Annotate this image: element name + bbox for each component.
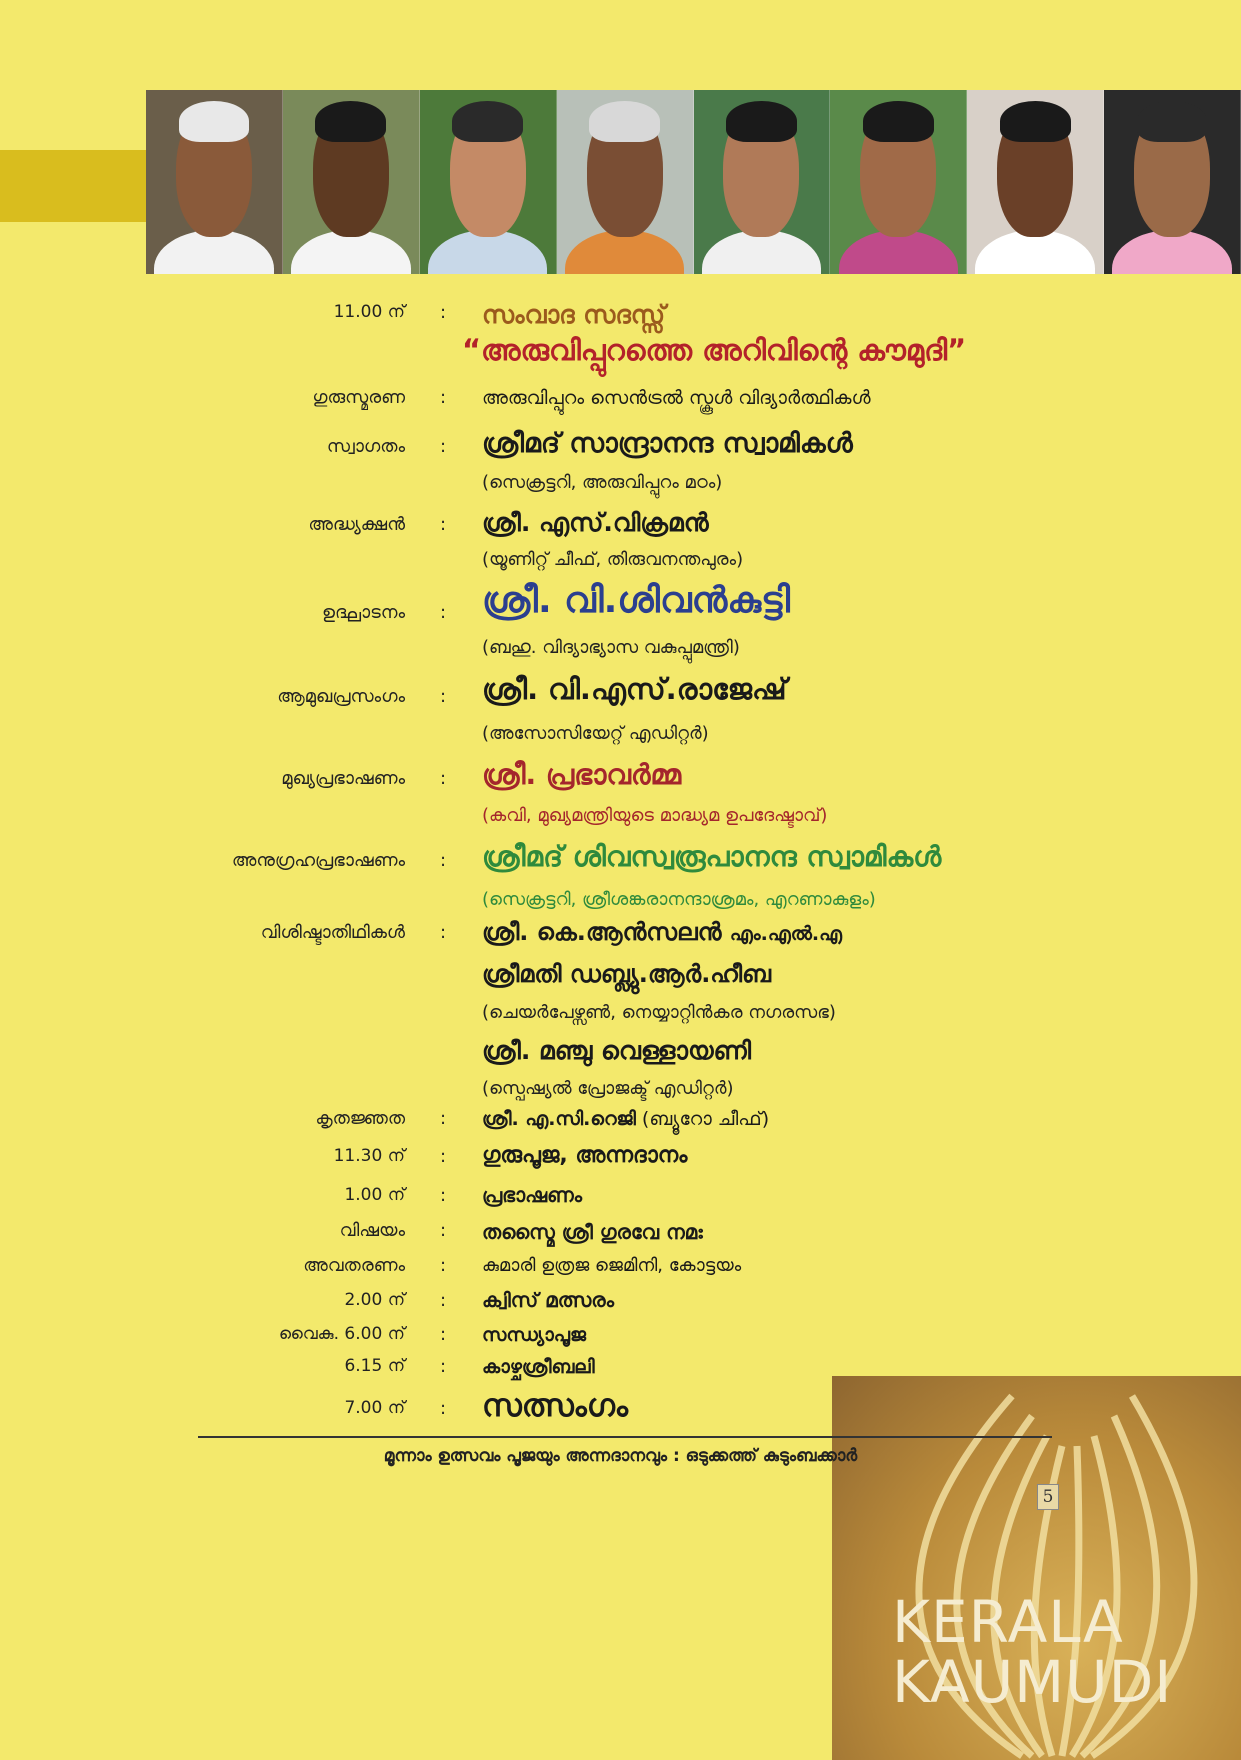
portrait-6: [830, 90, 967, 274]
portrait-hair: [179, 101, 250, 141]
portrait-2: [283, 90, 420, 274]
row-value: സത്സംഗം: [482, 1388, 628, 1424]
row-value: ശ്രീമതി ഡബ്ല്യു.ആർ.ഹീബ: [482, 960, 771, 988]
row-value: ശ്രീ. കെ.ആൻസലൻ എം.എൽ.എ: [482, 918, 842, 946]
portrait-hair: [726, 101, 797, 141]
row-value: ശ്രീമദ് സാന്ദ്രാനന്ദ സ്വാമികൾ: [482, 428, 853, 459]
row-label: അദ്ധ്യക്ഷൻ: [308, 514, 405, 535]
colon: :: [440, 1324, 447, 1345]
colon: :: [440, 850, 447, 871]
colon: :: [440, 1255, 447, 1276]
brand-name-line-1: KERALA: [892, 1588, 1124, 1656]
session-title: “അരുവിപ്പുറത്തെ അറിവിന്റെ കൗമുദി”: [462, 333, 967, 367]
colon: :: [440, 1356, 447, 1377]
page-number: 5: [1037, 1484, 1059, 1510]
row-value: സന്ധ്യാപൂജ: [482, 1324, 586, 1346]
row-value: ശ്രീ. മഞ്ചു വെള്ളായണി: [482, 1036, 752, 1065]
row-value: കുമാരി ഉത്രജ ജെമിനി, കോട്ടയം: [482, 1255, 742, 1276]
row-label: വൈകു. 6.00 ന്: [278, 1324, 405, 1344]
row-value: ശ്രീ. എസ്.വിക്രമൻ: [482, 508, 709, 537]
row-value: കാഴ്ചശ്രീബലി: [482, 1356, 595, 1378]
session-name: സംവാദ സദസ്സ്: [482, 300, 666, 329]
row-note: (കവി, മുഖ്യമന്ത്രിയുടെ മാദ്ധ്യമ ഉപദേഷ്ടാവ്): [482, 805, 828, 826]
session-time: 11.00 ന്: [333, 302, 405, 322]
speaker-photo-strip: [146, 90, 1241, 274]
row-label: 7.00 ന്: [344, 1398, 405, 1418]
colon: :: [440, 302, 447, 323]
row-value: ഗുരുപൂജ, അന്നദാനം: [482, 1143, 688, 1168]
portrait-8: [1104, 90, 1241, 274]
row-note: (സ്പെഷ്യൽ പ്രോജക്ട് എഡിറ്റർ): [482, 1078, 734, 1099]
row-value: ശ്രീ. പ്രഭാവർമ്മ: [482, 758, 682, 791]
colon: :: [440, 1398, 447, 1419]
portrait-hair: [1000, 101, 1071, 141]
row-label: കൃതജ്ഞത: [315, 1108, 405, 1129]
colon: :: [440, 1220, 447, 1241]
row-label: വിശിഷ്ടാതിഥികൾ: [260, 922, 405, 943]
colon: :: [440, 1185, 447, 1206]
row-value: ശ്രീമദ് ശിവസ്വരൂപാനന്ദ സ്വാമികൾ: [482, 840, 942, 873]
portrait-hair: [452, 101, 523, 141]
row-label: ആമുഖപ്രസംഗം: [277, 686, 405, 707]
accent-stripe: [0, 150, 146, 222]
row-value: ശ്രീ. എ.സി.റെജി (ബ്യൂറോ ചീഫ്): [482, 1108, 770, 1130]
portrait-5: [694, 90, 831, 274]
row-label: ഗുരുസ്മരണ: [312, 387, 405, 408]
row-value: ശ്രീ. വി.എസ്.രാജേഷ്: [482, 672, 787, 706]
portrait-3: [420, 90, 557, 274]
colon: :: [440, 514, 447, 535]
row-label: 6.15 ന്: [344, 1356, 405, 1376]
portrait-hair: [1137, 101, 1208, 141]
portrait-hair: [315, 101, 386, 141]
divider-line: [198, 1436, 1052, 1438]
portrait-4: [557, 90, 694, 274]
row-value: ക്വിസ് മത്സരം: [482, 1288, 614, 1312]
colon: :: [440, 602, 447, 623]
row-note: (സെക്രട്ടറി, അരുവിപ്പുറം മഠം): [482, 472, 723, 493]
colon: :: [440, 686, 447, 707]
colon: :: [440, 1108, 447, 1129]
colon: :: [440, 436, 447, 457]
colon: :: [440, 1146, 447, 1167]
portrait-7: [967, 90, 1104, 274]
footer-note: മൂന്നാം ഉത്സവം പൂജയും അന്നദാനവും : ഒടുക്കത്ത് കുടുംബക്കാർ: [383, 1446, 858, 1466]
row-label: ഉദ്ഘാടനം: [322, 602, 405, 623]
brand-name-line-2: KAUMUDI: [892, 1648, 1173, 1716]
row-value: അരുവിപ്പുറം സെൻട്രൽ സ്കൂൾ വിദ്യാർത്ഥികൾ: [482, 387, 871, 409]
portrait-1: [146, 90, 283, 274]
row-note: (ബഹു. വിദ്യാഭ്യാസ വകുപ്പുമന്ത്രി): [482, 637, 740, 658]
row-value: പ്രഭാഷണം: [482, 1183, 583, 1207]
colon: :: [440, 1290, 447, 1311]
row-value: ശ്രീ. വി.ശിവൻകുട്ടി: [482, 580, 791, 621]
row-label: മുഖ്യപ്രഭാഷണം: [281, 768, 405, 789]
colon: :: [440, 922, 447, 943]
row-label: അനുഗ്രഹപ്രഭാഷണം: [231, 850, 405, 871]
portrait-hair: [589, 101, 660, 141]
row-label: 1.00 ന്: [344, 1185, 405, 1205]
row-label: 2.00 ന്: [344, 1290, 405, 1310]
row-note: (യൂണിറ്റ് ചീഫ്, തിരുവനന്തപുരം): [482, 549, 744, 570]
colon: :: [440, 387, 447, 408]
row-label: സ്വാഗതം: [326, 436, 405, 457]
row-label: വിഷയം: [339, 1220, 405, 1241]
row-note: (സെക്രട്ടറി, ശ്രീശങ്കരാനന്ദാശ്രമം, എറണാകുളം): [482, 889, 876, 910]
row-value: തസ്മൈ ശ്രീ ഗുരവേ നമഃ: [482, 1220, 703, 1244]
row-note: (ചെയർപേഴ്സൺ, നെയ്യാറ്റിൻകര നഗരസഭ): [482, 1002, 836, 1023]
row-label: 11.30 ന്: [333, 1146, 405, 1166]
row-note: (അസോസിയേറ്റ് എഡിറ്റർ): [482, 723, 709, 744]
portrait-hair: [863, 101, 934, 141]
row-label: അവതരണം: [303, 1255, 405, 1276]
colon: :: [440, 768, 447, 789]
